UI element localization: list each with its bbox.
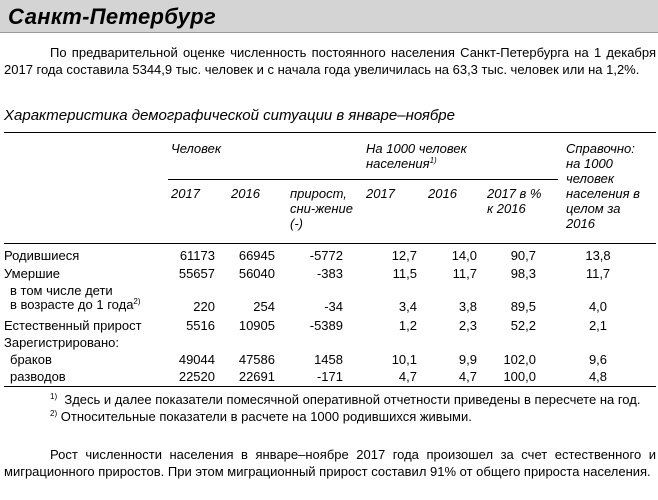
cell: 10,1 <box>391 352 417 367</box>
row-label-infants-line2 <box>10 297 141 313</box>
cell: -34 <box>324 299 343 314</box>
header-col-per1000-2016: 2016 <box>428 186 457 201</box>
cell: 3,8 <box>458 299 477 314</box>
closing-paragraph <box>4 446 656 480</box>
cell: 1,2 <box>398 318 417 333</box>
cell: 49044 <box>178 352 215 367</box>
footnote-1-text: Здесь и далее показатели помесячной оперативной отчетности приведены в пересчете на год. <box>64 392 641 407</box>
cell: 2,1 <box>588 318 608 333</box>
header-subrule <box>168 179 558 180</box>
header-per1000 <box>366 141 506 171</box>
header-col-pct: 2017 в % к 2016 <box>487 186 542 216</box>
cell: 22691 <box>238 369 275 384</box>
header-col-change: прирост, сни-жение (-) <box>290 186 354 231</box>
cell: 11,5 <box>392 266 417 281</box>
cell: 61173 <box>179 248 215 263</box>
footnote-2-text: Относительные показатели в расчете на 1000 родившихся живыми. <box>60 409 472 424</box>
cell: 9,9 <box>458 352 477 367</box>
intro-paragraph <box>4 44 656 78</box>
cell: 66945 <box>238 248 275 263</box>
cell: 10905 <box>238 318 275 333</box>
row-label-infants-sup: 2) <box>133 297 141 306</box>
cell: 11,7 <box>452 266 477 281</box>
cell: 4,7 <box>458 369 477 384</box>
row-label-deaths: Умершие <box>4 266 60 281</box>
table-top-rule <box>4 132 656 133</box>
cell: -5389 <box>309 318 343 333</box>
cell: 98,3 <box>510 266 536 281</box>
table-caption: Характеристика демографической ситуации в январе–ноябре <box>4 107 455 124</box>
cell: 3,4 <box>398 299 417 314</box>
footnote-1-mark: 1) <box>50 392 58 401</box>
cell: 220 <box>193 299 215 314</box>
footnotes <box>4 391 656 425</box>
row-label-natural-growth: Естественный прирост <box>4 318 142 333</box>
cell: 89,5 <box>510 299 536 314</box>
closing-text: Рост численности населения в январе–ноябре 2017 года произошел за счет естественного и миграционного приростов. При этом миграционный прирост составил 91% от общего прироста населения. <box>4 447 656 479</box>
cell: 102,0 <box>503 352 536 367</box>
header-col-per1000-2017: 2017 <box>366 186 395 201</box>
table-bottom-rule <box>4 386 656 387</box>
header-bottom-rule <box>4 243 656 244</box>
header-people: Человек <box>171 141 221 156</box>
header-per1000-text: На 1000 человек населения <box>366 141 467 171</box>
cell: -383 <box>316 266 343 281</box>
cell: 11,7 <box>585 266 611 281</box>
cell: 13,8 <box>585 248 611 263</box>
footnote-1 <box>4 391 656 408</box>
cell: 47586 <box>238 352 275 367</box>
page-title: Санкт-Петербург <box>8 4 216 29</box>
row-label-infants-line1: в том числе дети <box>10 283 113 298</box>
cell: 12,7 <box>391 248 417 263</box>
intro-text: По предварительной оценке численность постоянного населения Санкт-Петербурга на 1 декабря 2017 года составила 5344,9 тыс. человек и с начала года увеличилась на 63,3 тыс. человек или на 1,2%. <box>4 45 656 77</box>
row-label-registered: Зарегистрировано: <box>4 335 119 350</box>
row-label-marriages: браков <box>10 352 52 367</box>
cell: -5772 <box>309 248 343 263</box>
cell: 52,2 <box>510 318 536 333</box>
footnote-2 <box>4 408 656 425</box>
footnote-2-mark: 2) <box>50 409 58 418</box>
cell: 2,3 <box>458 318 477 333</box>
cell: 4,0 <box>588 299 608 314</box>
cell: 100,0 <box>503 369 536 384</box>
cell: 55657 <box>178 266 215 281</box>
cell: -171 <box>316 369 343 384</box>
cell: 90,7 <box>510 248 536 263</box>
header-col-2016: 2016 <box>231 186 260 201</box>
cell: 14,0 <box>451 248 477 263</box>
header-reference: Справочно: на 1000 человек населения в целом за 2016 <box>566 141 640 231</box>
cell: 1458 <box>314 352 343 367</box>
cell: 254 <box>253 299 275 314</box>
row-label-infants-text: в возрасте до 1 года <box>10 297 134 312</box>
header-per1000-sup: 1) <box>429 156 437 165</box>
header-col-2017: 2017 <box>171 186 200 201</box>
cell: 4,8 <box>588 369 608 384</box>
cell: 22520 <box>178 369 215 384</box>
title-bar <box>0 0 658 33</box>
cell: 56040 <box>238 266 275 281</box>
cell: 5516 <box>186 318 215 333</box>
cell: 9,6 <box>588 352 608 367</box>
row-label-divorces: разводов <box>10 369 66 384</box>
cell: 4,7 <box>398 369 417 384</box>
row-label-births: Родившиеся <box>4 248 80 263</box>
